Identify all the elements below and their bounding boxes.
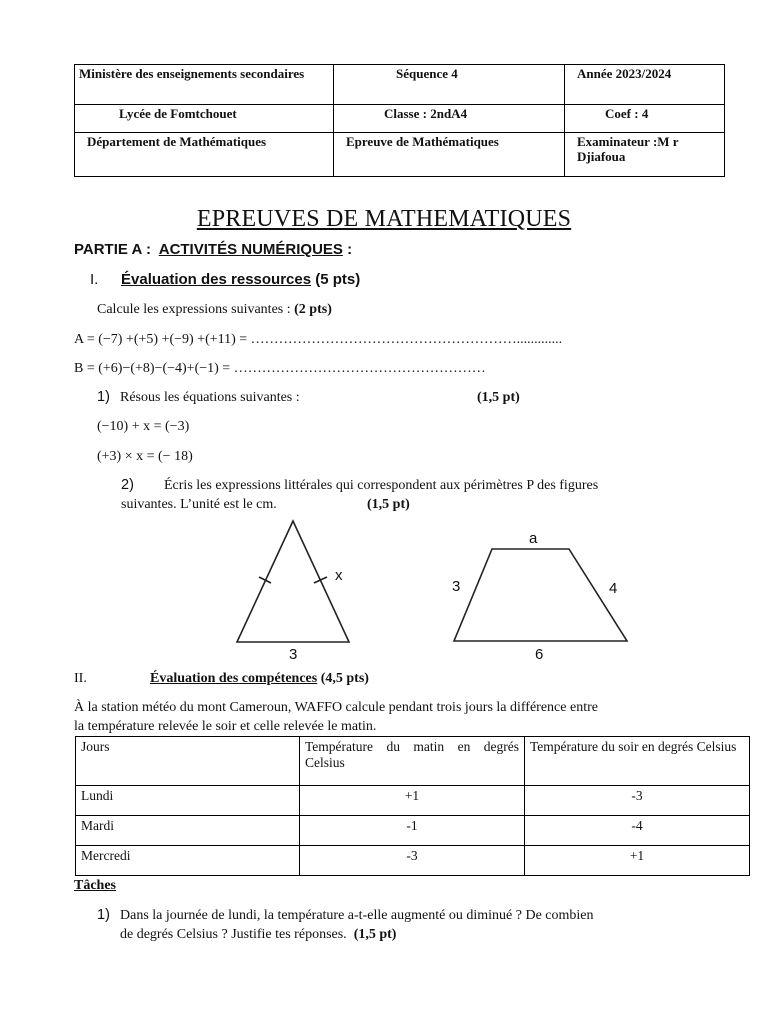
triangle-figure — [237, 521, 349, 663]
table-row — [76, 786, 750, 816]
trapezoid-bottom-label: 6 — [535, 646, 544, 663]
trapezoid-left-label: 3 — [452, 578, 461, 595]
instruction-calculate: Calcule les expressions suivantes : (2 pts) — [97, 302, 332, 317]
header-year: Année 2023/2024 — [565, 65, 725, 105]
table-cell-evening: -3 — [525, 786, 750, 816]
task-1-line2: de degrés Celsius ? Justifie tes réponses. (1,5 pt) — [120, 927, 397, 942]
section-2-heading: Évaluation des compétences (4,5 pts) — [150, 671, 369, 686]
trapezoid-figure — [452, 530, 627, 663]
table-cell-morning: -1 — [300, 816, 525, 846]
header-sequence: Séquence 4 — [334, 65, 565, 105]
table-cell-morning: +1 — [300, 786, 525, 816]
equation-1: (−10) + x = (−3) — [97, 419, 190, 434]
part-a-heading: PARTIE A : ACTIVITÉS NUMÉRIQUES : — [74, 241, 353, 258]
question-1-number: 1) — [97, 389, 110, 405]
table-cell-evening: +1 — [525, 846, 750, 876]
table-header-cell: Température du matin en degrés Celsius — [300, 737, 525, 786]
header-exam: Epreuve de Mathématiques — [334, 133, 565, 177]
expression-a: A = (−7) +(+5) +(−9) +(+11) = …………………………………………………............. — [74, 332, 563, 347]
page-title: EPREUVES DE MATHEMATIQUES — [196, 206, 572, 232]
question-2-text-line2: suivantes. L’unité est le cm. — [121, 497, 277, 512]
header-coef: Coef : 4 — [565, 105, 725, 133]
section-1-heading: Évaluation des ressources (5 pts) — [121, 271, 361, 288]
task-1-line1: Dans la journée de lundi, la température a-t-elle augmenté ou diminué ? De combien — [120, 908, 594, 923]
figures — [0, 515, 768, 665]
equation-2: (+3) × x = (− 18) — [97, 449, 193, 464]
section-2-numeral: II. — [74, 671, 87, 686]
table-cell-day: Mardi — [76, 816, 300, 846]
header-ministry: Ministère des enseignements secondaires — [75, 65, 334, 105]
temperature-table — [75, 736, 750, 876]
section-2-intro-line1: À la station météo du mont Cameroun, WAFFO calcule pendant trois jours la différence entre — [74, 700, 598, 715]
table-row — [76, 846, 750, 876]
task-1-points: (1,5 pt) — [353, 927, 397, 942]
triangle-base-label: 3 — [289, 646, 298, 663]
table-cell-day: Lundi — [76, 786, 300, 816]
table-header-cell: Jours — [76, 737, 300, 786]
header-table — [74, 64, 725, 177]
header-school: Lycée de Fomtchouet — [75, 105, 334, 133]
triangle-side-label: x — [335, 567, 343, 584]
table-header-cell: Température du soir en degrés Celsius — [525, 737, 750, 786]
section-1-numeral: I. — [90, 271, 99, 288]
tasks-heading: Tâches — [74, 878, 116, 893]
expression-b: B = (+6)−(+8)−(−4)+(−1) = ……………………………………………… — [74, 361, 486, 376]
table-header-row — [76, 737, 750, 786]
table-cell-morning: -3 — [300, 846, 525, 876]
header-class: Classe : 2ndA4 — [334, 105, 565, 133]
header-examiner: Examinateur :M r Djiafoua — [565, 133, 725, 177]
question-2-text-line1: Écris les expressions littérales qui correspondent aux périmètres P des figures — [164, 478, 599, 493]
section-2-intro-line2: la température relevée le soir et celle relevée le matin. — [74, 719, 377, 734]
question-1-points: (1,5 pt) — [477, 390, 520, 405]
question-2-number: 2) — [121, 477, 134, 493]
task-1-number: 1) — [97, 907, 110, 923]
table-row — [76, 816, 750, 846]
part-a-label: ACTIVITÉS NUMÉRIQUES — [158, 241, 343, 258]
trapezoid-top-label: a — [529, 530, 538, 547]
question-1-text: Résous les équations suivantes : — [120, 390, 300, 405]
trapezoid-right-label: 4 — [609, 580, 618, 597]
question-2-points: (1,5 pt) — [367, 497, 410, 512]
header-department: Département de Mathématiques — [75, 133, 334, 177]
table-cell-evening: -4 — [525, 816, 750, 846]
table-cell-day: Mercredi — [76, 846, 300, 876]
